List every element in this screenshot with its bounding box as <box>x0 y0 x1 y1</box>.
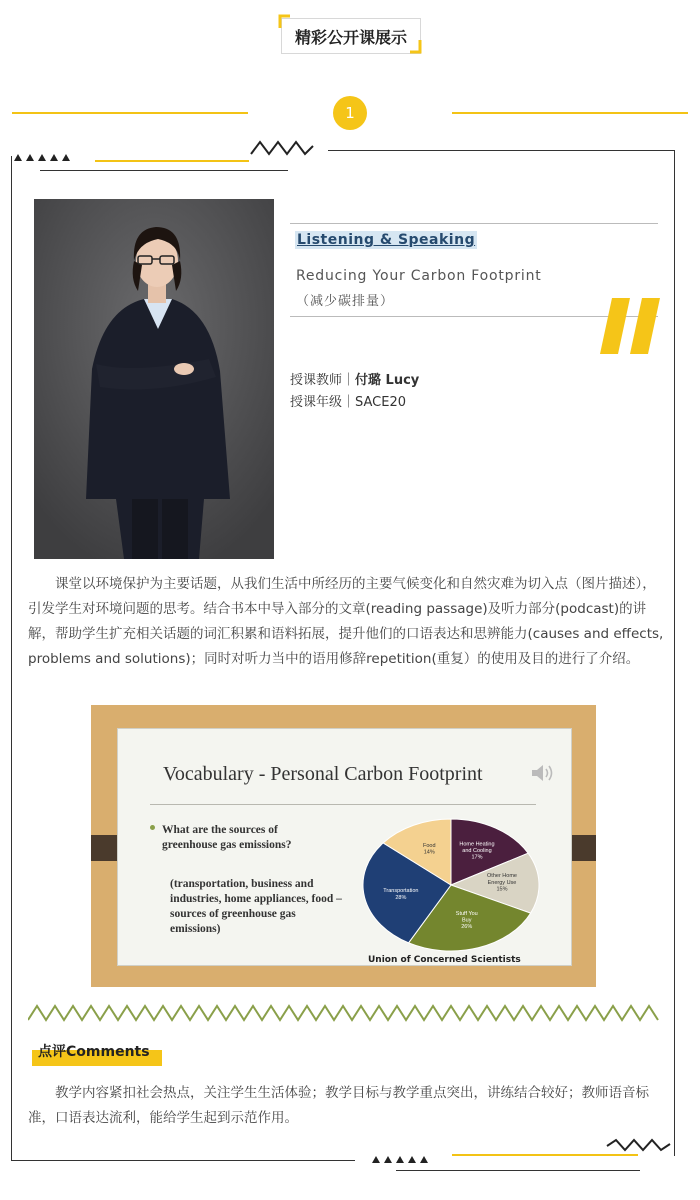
pie-slice-label: Food 14% <box>422 843 436 856</box>
frame-yellow-accent <box>95 160 249 162</box>
course-type: Listening & Speaking <box>297 232 476 248</box>
bullet-dot <box>150 825 155 830</box>
comments-label: 点评Comments <box>38 1044 150 1060</box>
section-title-badge <box>281 18 421 54</box>
course-title: Reducing Your Carbon Footprint <box>296 268 542 284</box>
comments-heading <box>28 1040 162 1066</box>
slide-bullet: What are the sources of greenhouse gas emissions? <box>162 824 292 851</box>
section-title: 精彩公开课展示 <box>294 27 407 47</box>
zigzag-divider <box>28 1002 660 1024</box>
grade-value: SACE20 <box>355 395 407 410</box>
frame-top-right-line <box>328 150 675 151</box>
pie-slice-label: Transportation 28% <box>383 888 419 901</box>
chart-source: Union of Concerned Scientists <box>368 955 521 965</box>
pie-slice-label: Home Heating and Cooling 17% <box>459 841 495 861</box>
bracket-top-left <box>278 14 292 30</box>
quote-icon <box>598 296 662 358</box>
slide-panel <box>117 728 572 966</box>
frame-bottom-line <box>396 1170 640 1171</box>
triangles-decoration <box>14 154 70 162</box>
pie-slice-label: Stuff You Buy 26% <box>455 910 478 931</box>
grade-label: 授课年级｜ <box>290 395 356 410</box>
divider-right <box>452 112 688 114</box>
slide-rule <box>150 804 536 805</box>
section-number: 1 <box>333 96 367 130</box>
course-description: 课堂以环境保护为主要话题，从我们生活中所经历的主要气候变化和自然灾难为切入点（图片描述），引发学生对环境问题的思考。结合书本中导入部分的文章(reading passage)及听力部分(podcast)的讲解，帮助学生扩充相关话题的词汇积累和语料拓展，提升他们的口语表达和思辨能力(causes and effects, problems and solutions)；同时对听力当中的语用修辞repetition(重复）的使用及目的进行了介绍。 <box>28 576 664 667</box>
teacher-label: 授课教师｜ <box>290 373 356 388</box>
grade-info <box>290 391 406 410</box>
comments-text: 教学内容紧扣社会热点，关注学生生活体验；教学目标与教学重点突出，讲练结合较好；教师语音标准，口语表达流利，能给学生起到示范作用。 <box>28 1085 649 1126</box>
slide-title: Vocabulary - Personal Carbon Footprint <box>163 763 483 785</box>
course-divider-top <box>290 223 658 224</box>
zigzag-decoration <box>250 138 314 156</box>
divider-left <box>12 112 248 114</box>
triangles-decoration-bottom <box>372 1156 428 1164</box>
pie-chart <box>361 817 541 957</box>
zigzag-decoration-bottom <box>606 1138 672 1154</box>
teacher-name: 付璐 Lucy <box>355 373 420 388</box>
teacher-info <box>290 369 419 388</box>
bracket-bottom-right <box>408 38 422 54</box>
slide-detail: (transportation, business and industries, home appliances, food – sources of greenhouse gas emissions) <box>170 878 342 935</box>
speaker-icon <box>530 762 558 784</box>
frame-top-line <box>40 170 288 171</box>
course-subtitle: （减少碳排量） <box>296 294 395 309</box>
teacher-photo <box>34 199 274 559</box>
pie-slice-label: Other Home Energy Use 15% <box>487 873 517 893</box>
slide-screenshot <box>91 705 596 987</box>
